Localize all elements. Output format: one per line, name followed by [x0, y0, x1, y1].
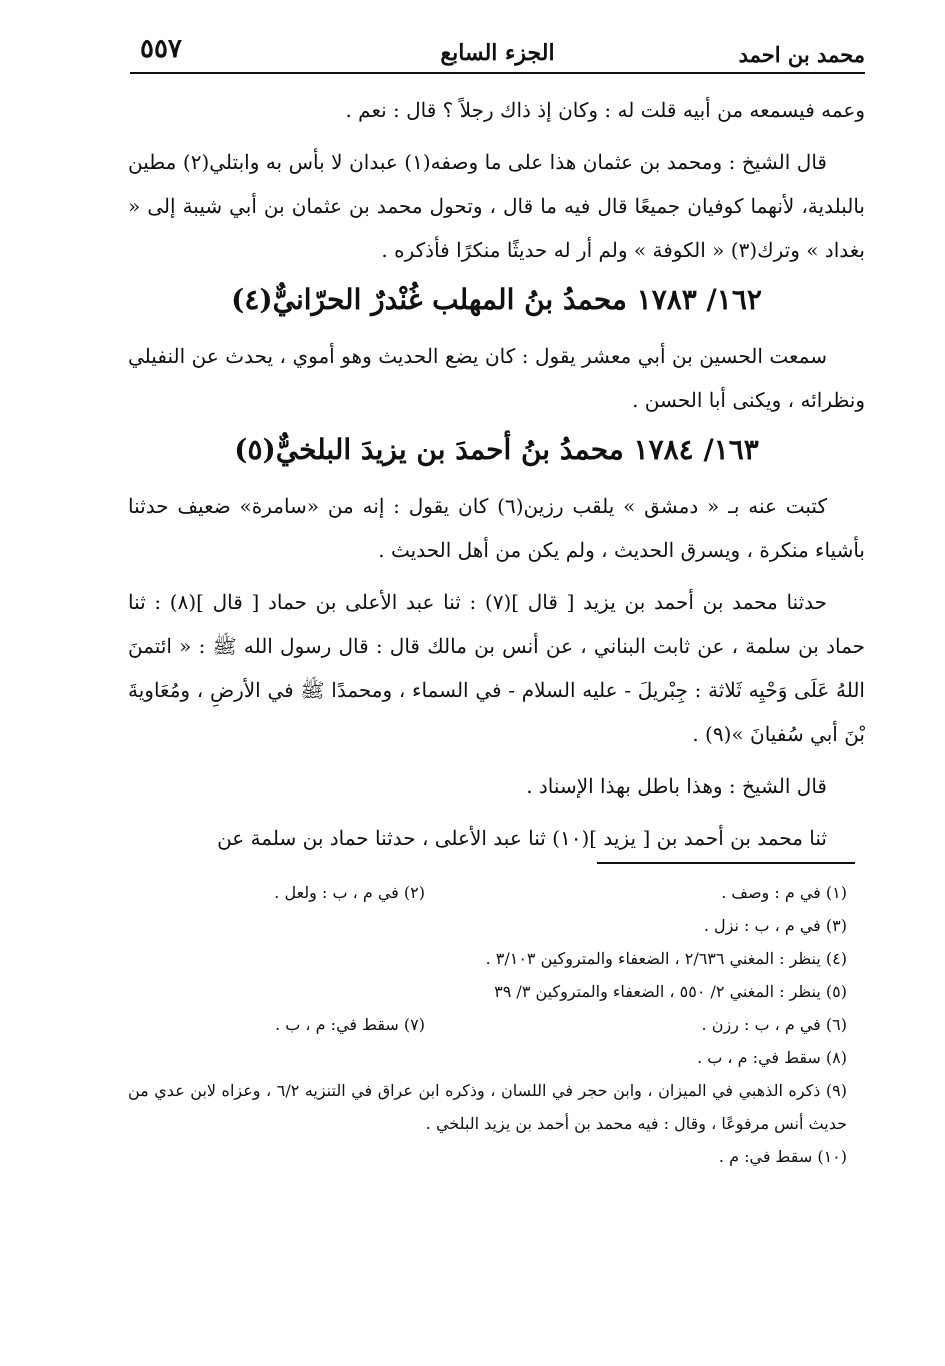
footnote: (٢) في م ، ب : ولعل . [274, 883, 425, 902]
footnote-row [128, 942, 865, 975]
footnotes [128, 876, 865, 1173]
paragraph: سمعت الحسين بن أبي معشر يقول : كان يضع الحديث وهو أموي ، يحدث عن النفيلي ونظرائه ، ويكنى أبا الحسن . [128, 344, 865, 412]
page-header [130, 28, 865, 74]
footnote: (٦) في م ، ب : رزن . [701, 1015, 847, 1034]
footnote-row [128, 975, 865, 1008]
footnote-separator [597, 862, 855, 864]
footnote: (١٠) سقط في: م . [718, 1147, 847, 1166]
footnote-row [128, 1008, 865, 1041]
paragraph: كتبت عنه بـ « دمشق » يلقب رزين(٦) كان يقول : إنه من «سامرة» ضعيف حدثنا بأشياء منكرة ، ويسرق الحديث ، ولم يكن من أهل الحديث . [128, 494, 865, 562]
footnote: (٧) سقط في: م ، ب . [275, 1015, 425, 1034]
footnote-row [128, 1140, 865, 1173]
footnote: (٥) ينظر : المغني ٢/ ٥٥٠ ، الضعفاء والمتروكين ٣/ ٣٩ [494, 982, 847, 1001]
entry-heading: ١٦٣/ ١٧٨٤ محمدُ بنُ أحمدَ بن يزيدَ البلخيٌّ(٥) [234, 433, 759, 466]
footnote-row [128, 1041, 865, 1074]
main-text [128, 88, 865, 868]
volume-part-title: الجزء السابع [440, 40, 555, 66]
footnote: (٩) ذكره الذهبي في الميزان ، وابن حجر في اللسان ، وذكره ابن عراق في التنزيه ٦/٢ ، وعزاه لابن عدي من حديث أنس مرفوعًا ، وقال : فيه محمد بن أحمد بن يزيد البلخي . [128, 1081, 848, 1133]
paragraph: حدثنا محمد بن أحمد بن يزيد [ قال ](٧) : ثنا عبد الأعلى بن حماد [ قال ](٨) : ثنا حماد بن سلمة ، عن ثابت البناني ، عن أنس بن مالك قال : قال رسول الله ﷺ : « ائتمنَ اللهُ عَلَى وَحْيِه ثَلاثة : جِبْريلَ - عليه السلام - في السماء ، ومحمدًا ﷺ في الأرضِ ، ومُعَاويةَ بْنَ أبي سُفيانَ »(٩) . [128, 590, 865, 746]
footnote: (٤) ينظر : المغني ٢/٦٣٦ ، الضعفاء والمتروكين ٣/١٠٣ . [485, 949, 847, 968]
footnote: (٨) سقط في: م ، ب . [697, 1048, 847, 1067]
footnote: (٣) في م ، ب : نزل . [703, 916, 847, 935]
entry-heading: ١٦٢/ ١٧٨٣ محمدُ بنُ المهلب غُنْدرٌ الحرّانيٌّ(٤) [231, 283, 762, 316]
paragraph: قال الشيخ : وهذا باطل بهذا الإسناد . [526, 774, 827, 798]
running-header-name: محمد بن احمد [738, 42, 865, 67]
footnote-row [128, 909, 865, 942]
paragraph: ثنا محمد بن أحمد بن [ يزيد ](١٠) ثنا عبد الأعلى ، حدثنا حماد بن سلمة عن [217, 826, 827, 850]
paragraph: وعمه فيسمعه من أبيه قلت له : وكان إذ ذاك رجلاً ؟ قال : نعم . [345, 98, 865, 122]
paragraph: قال الشيخ : ومحمد بن عثمان هذا على ما وصفه(١) عبدان لا بأس به وابتلي(٢) مطين بالبلدية، لأنهما كوفيان جميعًا قال فيه ما قال ، وتحول محمد بن عثمان بن أبي شيبة إلى « بغداد » وترك(٣) « الكوفة » ولم أر له حديثًا منكرًا فأذكره . [128, 150, 865, 262]
footnote-row [128, 876, 865, 909]
page-number: ٥٥٧ [140, 34, 182, 64]
footnote: (١) في م : وصف . [721, 883, 847, 902]
